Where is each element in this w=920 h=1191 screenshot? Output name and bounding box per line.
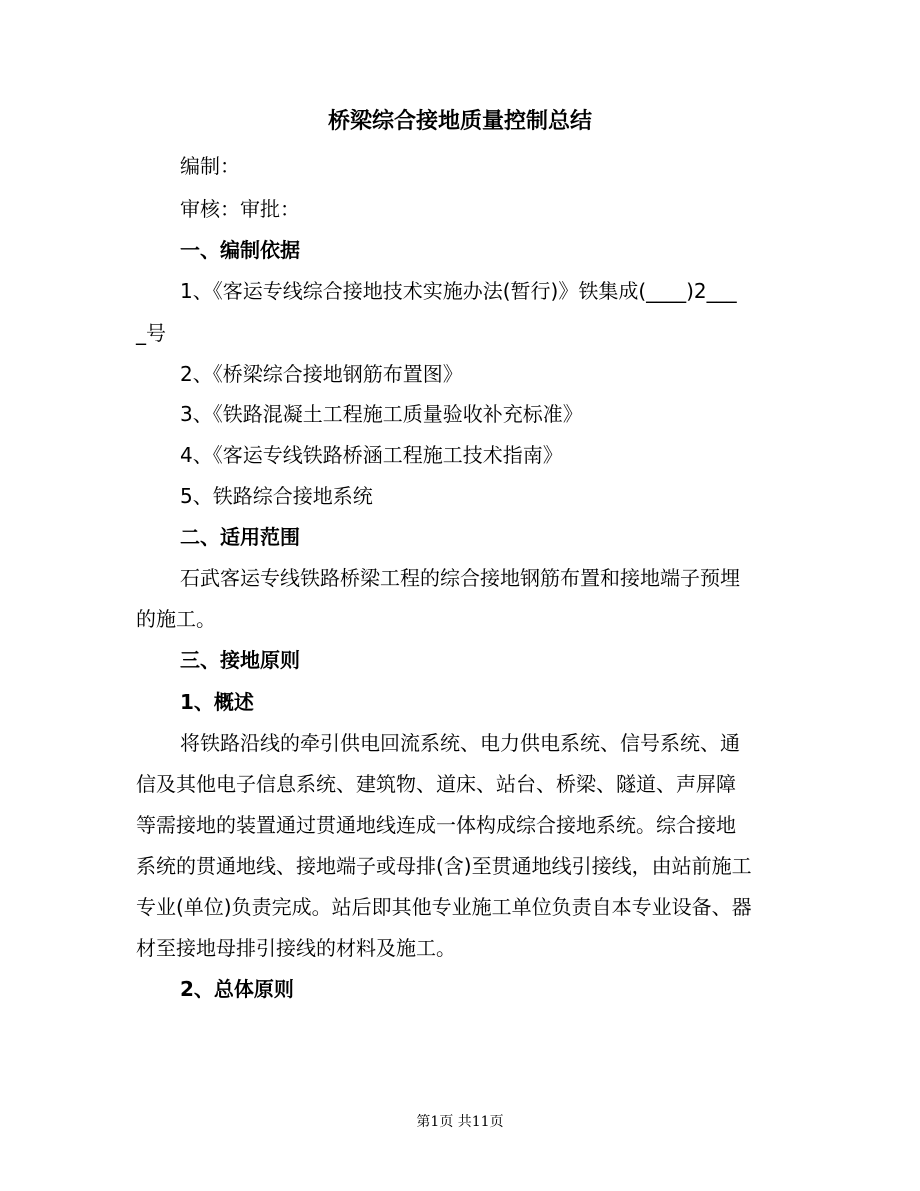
scope-paragraph-line-1: 石武客运专线铁路桥梁工程的综合接地钢筋布置和接地端子预埋 [180,566,740,590]
basis-item-1-continued: _号 [136,321,166,345]
basis-item-3: 3、《铁路混凝土工程施工质量验收补充标准》 [180,402,583,426]
basis-item-2: 2、《桥梁综合接地钢筋布置图》 [180,362,463,386]
scope-paragraph-line-2: 的施工。 [136,607,216,631]
editor-line: 编制： [180,154,240,178]
review-line: 审核：审批： [180,197,300,221]
basis-item-4: 4、《客运专线铁路桥涵工程施工技术指南》 [180,443,563,467]
subsection-heading-general: 2、总体原则 [180,977,294,1001]
overview-paragraph-line-6: 材至接地母排引接线的材料及施工。 [136,936,456,960]
overview-paragraph-line-2: 信及其他电子信息系统、建筑物、道床、站台、桥梁、隧道、声屏障 [136,772,736,796]
page-number: 第1页 共11页 [416,1114,504,1130]
basis-item-1: 1、《客运专线综合接地技术实施办法(暂行)》铁集成(____)2___ [180,279,737,303]
document-title: 桥梁综合接地质量控制总结 [327,109,592,134]
basis-item-5: 5、铁路综合接地系统 [180,484,373,508]
subsection-heading-overview: 1、概述 [180,690,254,714]
section-heading-basis: 一、编制依据 [180,238,300,262]
section-heading-scope: 二、适用范围 [180,525,300,549]
overview-paragraph-line-1: 将铁路沿线的牵引供电回流系统、电力供电系统、信号系统、通 [180,731,740,755]
overview-paragraph-line-3: 等需接地的装置通过贯通地线连成一体构成综合接地系统。综合接地 [136,813,736,837]
section-heading-principle: 三、接地原则 [180,648,300,672]
overview-paragraph-line-4: 系统的贯通地线、接地端子或母排(含)至贯通地线引接线，由站前施工 [136,854,752,878]
overview-paragraph-line-5: 专业(单位)负责完成。站后即其他专业施工单位负责自本专业设备、器 [136,895,752,919]
